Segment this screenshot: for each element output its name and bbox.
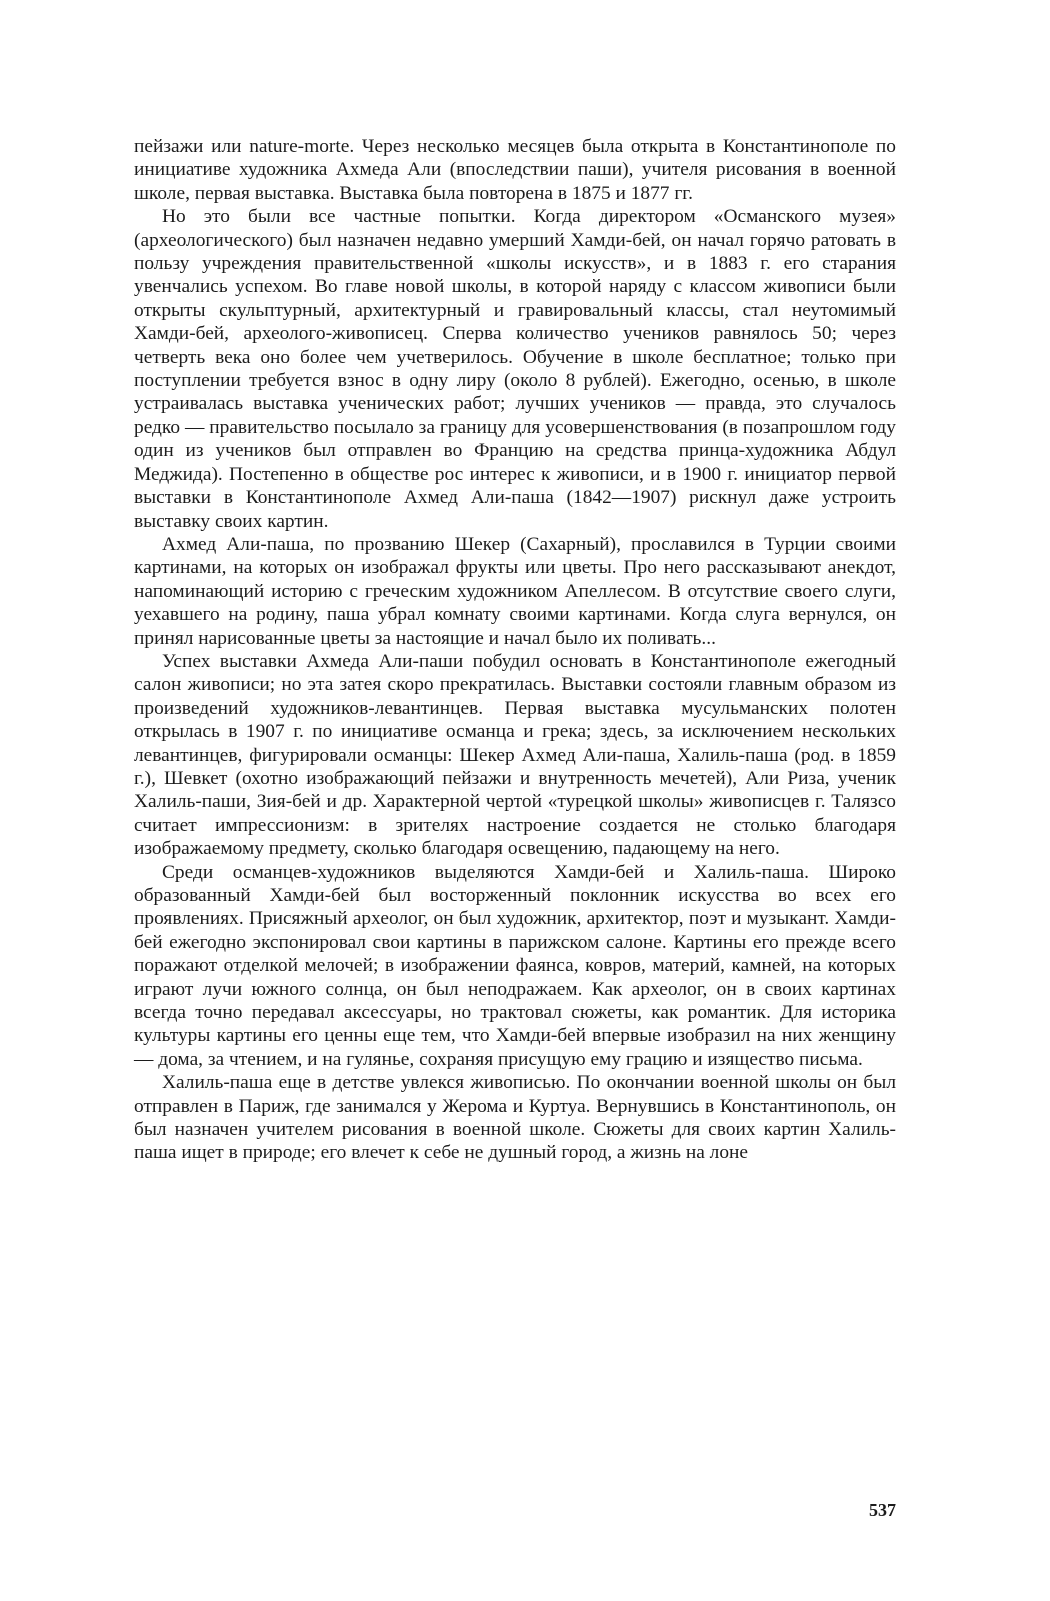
paragraph-6: Халиль-паша еще в детстве увлекся живописью. По окончании военной школы он был отправлен в Париж, где занимался у Жерома и Куртуа. Вернувшись в Константинополь, он был назначен учителем рисования в военной школе. Сюжеты для своих картин Халиль-паша ищет в природе; его влечет к себе не душный город, а жизнь на лоне (134, 1072, 896, 1164)
page-number: 537 (869, 1500, 896, 1520)
paragraph-1: пейзажи или nature-morte. Через несколько месяцев была открыта в Константинополе по инициативе художника Ахмеда Али (впоследствии паши), учителя рисования в военной школе, первая выставка. Выставка была повторена в 1875 и 1877 гг. (134, 136, 896, 204)
paragraph-5: Среди османцев-художников выделяются Хамди-бей и Халиль-паша. Широко образованный Хамди-бей был восторженный поклонник искусства во всех его проявлениях. Присяжный археолог, он был художник, архитектор, поэт и музыкант. Хамди-бей ежегодно экспонировал свои картины в парижском салоне. Картины его прежде всего поражают отделкой мелочей; в изображении фаянса, ковров, материй, камней, на которых играют лучи южного солнца, он был неподражаем. Как археолог, он в своих картинах всегда точно передавал аксессуары, но трактовал сюжеты, как романтик. Для историка культуры картины его ценны еще тем, что Хамди-бей впервые изобразил на них женщину — дома, за чтением, и на гулянье, сохраняя присущую ему грацию и изящество письма. (134, 861, 896, 1070)
page-body (134, 135, 896, 1165)
paragraph-4: Успех выставки Ахмеда Али-паши побудил основать в Константинополе ежегодный салон живописи; но эта затея скоро прекратилась. Выставки состояли главным образом из произведений художников-левантинцев. Первая выставка мусульманских полотен открылась в 1907 г. по инициативе османца и грека; здесь, за исключением нескольких левантинцев, фигурировали османцы: Шекер Ахмед Али-паша, Халиль-паша (род. в 1859 г.), Шевкет (охотно изображающий пейзажи и внутренность мечетей), Али Риза, ученик Халиль-паши, Зия-бей и др. Характерной чертой «турецкой школы» живописцев г. Талязсо считает импрессионизм: в зрителях настроение создается не столько благодаря изображаемому предмету, сколько благодаря освещению, падающему на него. (134, 650, 896, 860)
paragraph-2: Но это были все частные попытки. Когда директором «Османского музея» (археологического) был назначен недавно умерший Хамди-бей, он начал горячо ратовать в пользу учреждения правительственной «школы искусств», и в 1883 г. его старания увенчались успехом. Во главе новой школы, в которой наряду с классом живописи были открыты скульптурный, архитектурный и гравировальный классы, стал неутомимый Хамди-бей, археолого-живописец. Сперва количество учеников равнялось 50; через четверть века оно более чем учетверилось. Обучение в школе бесплатное; только при поступлении требуется взнос в одну лиру (около 8 рублей). Ежегодно, осенью, в школе устраивалась выставка ученических работ; лучших учеников — правда, это случалось редко — правительство посылало за границу для усовершенствования (в позапрошлом году один из учеников был отправлен во Францию на средства принца-художника Абдул Меджида). Постепенно в обществе рос интерес к живописи, и в 1900 г. инициатор первой выставки в Константинополе Ахмед Али-паша (1842—1907) рискнул даже устроить выставку своих картин. (134, 206, 896, 532)
paragraph-3: Ахмед Али-паша, по прозванию Шекер (Сахарный), прославился в Турции своими картинами, на которых он изображал фрукты или цветы. Про него рассказывают анекдот, напоминающий историю с греческим художником Апеллесом. В отсутствие своего слуги, уехавшего на родину, паша убрал комнату своими картинами. Когда слуга вернулся, он принял нарисованные цветы за настоящие и начал было их поливать... (134, 533, 896, 649)
